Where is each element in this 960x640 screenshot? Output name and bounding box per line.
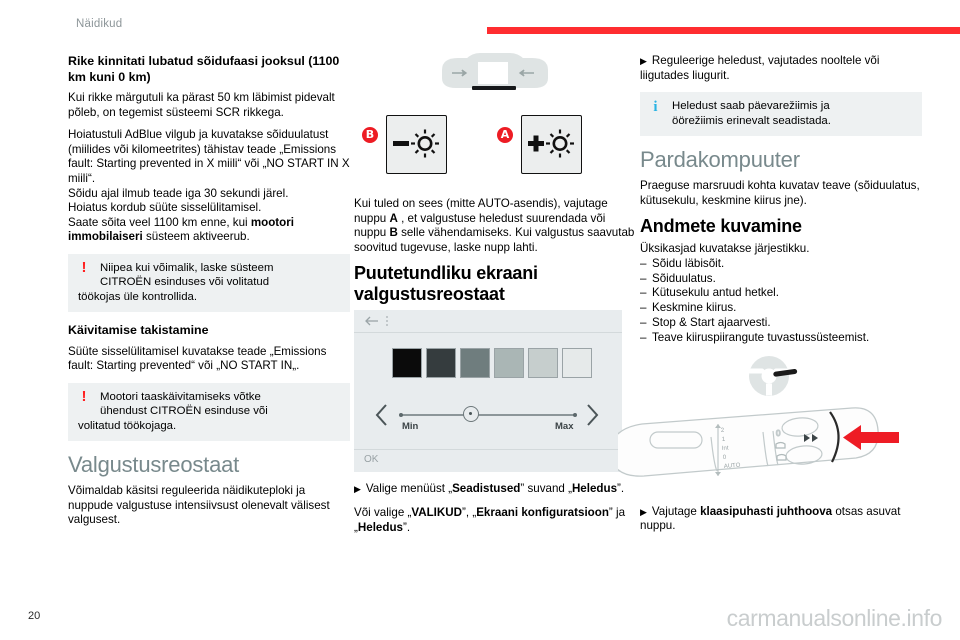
svg-text:0: 0 — [776, 428, 781, 438]
paragraph-fault-5-post: süsteem aktiveerub. — [142, 230, 250, 244]
paragraph-fault-4: Hoiatus kordub süüte sisselülitamisel. — [68, 201, 262, 215]
section-title-rheostat: Valgustusreostaat — [68, 452, 240, 478]
info-line-1: Heledust saab päevarežiimis ja — [672, 100, 830, 113]
usage-button-a: A — [389, 211, 398, 225]
watermark: carmanualsonline.info — [726, 605, 942, 631]
more-options-icon[interactable] — [385, 315, 389, 327]
list-item: – Teave kiiruspiirangute tuvastussüsteemist. — [640, 331, 922, 346]
press-post: otsas asuvat nuppu. — [640, 504, 901, 533]
press-stalk-name: klaasipuhasti juhthoova — [700, 504, 833, 518]
steering-wheel-icon — [749, 356, 797, 396]
callout-1-line-1: Niipea kui võimalik, laske süsteem — [100, 261, 274, 274]
column-middle — [354, 54, 636, 543]
paragraph-fault-2: Hoiatustuli AdBlue vilgub ja kuvatakse sõiduulatust (miilides või kilomeetrites) tähistav teade „Emissions fault: Starting prevented in X miili“ või „NO START IN X miili“. — [68, 128, 350, 185]
list-item: – Kütusekulu antud hetkel. — [640, 286, 922, 301]
alt-pre: Või valige „ — [354, 505, 412, 519]
paragraph-rheostat: Võimaldab käsitsi reguleerida näidikuteploki ja nuppude valgustuse intensiivsust olenevalt välisest valgusest. — [68, 484, 330, 527]
page-header — [0, 18, 960, 42]
paragraph-start-prevention: Süüte sisselülitamisel kuvatakse teade „Emissions fault: Starting prevented“ või „NO START IN„. — [68, 344, 327, 373]
instr-post: ”. — [617, 482, 625, 496]
alt-menu-screen-config: Ekraani konfiguratsioon — [476, 505, 609, 519]
slider-handle[interactable] — [463, 406, 479, 422]
chevron-right-icon[interactable] — [584, 403, 600, 427]
callout-badge-a: A — [497, 127, 513, 143]
slider-max-dot — [573, 413, 577, 417]
slider-min-dot — [399, 413, 403, 417]
minus-brightness-icon — [387, 116, 445, 172]
callout-1-line-3: töökojas üle kontrollida. — [78, 290, 198, 303]
paragraph-brightness-usage — [354, 197, 636, 255]
callout-warning-2 — [68, 383, 350, 441]
svg-text:0: 0 — [722, 454, 727, 461]
list-item: – Sõidu läbisõit. — [640, 257, 922, 272]
callout-2-line-1: Mootori taaskäivitamiseks võtke — [100, 390, 261, 403]
paragraph-data-display: Üksikasjad kuvatakse järjestikku. — [640, 242, 810, 256]
svg-text:2: 2 — [720, 427, 725, 434]
callout-2-line-3: volitatud töökojaga. — [78, 419, 177, 432]
column-left — [68, 54, 350, 536]
brightness-swatch[interactable] — [460, 348, 490, 378]
touchscreen-brightness-widget[interactable] — [354, 310, 622, 472]
ok-button[interactable]: OK — [364, 454, 379, 466]
touchscreen-top-bar — [354, 310, 622, 333]
instruction-select-brightness — [354, 482, 636, 497]
header-red-rule — [487, 27, 960, 34]
instrument-cluster-figure — [354, 52, 636, 101]
wiper-stalk-illustration — [618, 354, 920, 492]
alt-mid-2: ” ja „ — [354, 505, 626, 534]
instr-menu-brightness: Heledus — [571, 482, 618, 496]
list-item: – Keskmine kiirus. — [640, 301, 922, 316]
adjust-text: Reguleerige heledust, vajutades nooltele või liigutades liugurit. — [640, 54, 880, 82]
brightness-swatch[interactable] — [562, 348, 592, 378]
brightness-swatch-row — [392, 348, 592, 378]
trip-computer-data-list — [640, 257, 922, 346]
touchscreen-body — [354, 333, 622, 449]
alt-menu-brightness: Heledus — [357, 520, 403, 534]
instruction-adjust-brightness — [640, 54, 922, 83]
alt-post: ”. — [402, 520, 411, 534]
info-icon: i — [653, 99, 658, 116]
warning-icon: ! — [81, 387, 87, 405]
alt-menu-options: VALIKUD — [411, 505, 463, 519]
header-chapter-title: Näidikud — [76, 18, 123, 30]
usage-pre: Kui tuled on sees (mitte AUTO-asendis), vajutage nuppu — [354, 197, 608, 225]
instr-pre: Valige menüüst „ — [365, 482, 453, 496]
brightness-swatch[interactable] — [494, 348, 524, 378]
callout-warning-1 — [68, 254, 350, 312]
chevron-left-icon[interactable] — [374, 403, 390, 427]
slider-track[interactable] — [400, 414, 576, 416]
alt-mid: ”, „ — [462, 505, 477, 519]
slider-max-label: Max — [555, 421, 574, 433]
instr-mid: ” suvand „ — [520, 482, 572, 496]
list-item: – Sõiduulatus. — [640, 272, 922, 287]
triangle-bullet-icon: ▶ — [640, 506, 647, 517]
section-heading-fault: Rike kinnitati lubatud sõidufaasi jooksul (1100 km kuni 0 km) — [68, 54, 340, 84]
callout-2-line-2: ühendust CITROËN esinduse või — [100, 405, 268, 418]
page-number: 20 — [28, 610, 41, 622]
plus-brightness-icon — [522, 116, 580, 172]
brightness-swatch[interactable] — [528, 348, 558, 378]
slider-min-label: Min — [402, 421, 419, 433]
paragraph-alternative-path — [354, 506, 636, 535]
paragraph-fault-5-pre: Saate sõita veel 1100 km enne, kui — [68, 215, 251, 229]
paragraph-fault-3: Sõidu ajal ilmub teade iga 30 sekundi järel. — [68, 186, 289, 200]
usage-mid: , et valgustuse heledust suurendada või nuppu — [354, 211, 606, 240]
section-heading-start-prevention: Käivitamise takistamine — [68, 323, 209, 338]
section-title-trip-computer: Pardakompuuter — [640, 147, 800, 172]
back-arrow-icon[interactable] — [364, 315, 380, 327]
paragraph-trip-computer: Praeguse marsruudi kohta kuvatav teave (sõiduulatus, kütusekulu, keskmine kiirus jne). — [640, 179, 920, 207]
usage-button-b: B — [389, 226, 398, 240]
brightness-buttons-figure — [354, 109, 636, 187]
instr-menu-settings: Seadistused — [452, 482, 521, 496]
section-title-data-display: Andmete kuvamine — [640, 216, 802, 237]
brightness-slider-row — [370, 397, 606, 437]
press-pre: Vajutage — [651, 504, 701, 518]
callout-badge-b: B — [362, 127, 378, 143]
usage-post: selle vähendamiseks. Kui valgustus saavutab soovitud tugevuse, laske nupp lahti. — [354, 226, 635, 254]
section-title-touchscreen-rheostat: Puutetundliku ekraani valgustusreostaat — [354, 263, 538, 305]
brightness-swatch[interactable] — [392, 348, 422, 378]
svg-text:AUTO: AUTO — [723, 462, 741, 470]
list-item: – Stop & Start ajaarvesti. — [640, 316, 922, 331]
touchscreen-bottom-bar — [354, 449, 622, 472]
column-right — [640, 54, 922, 543]
instruction-press-stalk-button — [640, 505, 922, 534]
callout-info-1 — [640, 92, 922, 136]
paragraph-fault-1: Kui rikke märgutuli ka pärast 50 km läbimist pidevalt põleb, on tegemist süsteemi SCR rikkega. — [68, 91, 335, 119]
paragraph-fault-5 — [68, 216, 350, 245]
wiper-stalk-figure — [618, 354, 922, 497]
brightness-decrease-button[interactable] — [386, 115, 447, 174]
instrument-cluster-icon — [436, 52, 554, 96]
svg-text:1: 1 — [721, 436, 726, 443]
brightness-increase-button[interactable] — [521, 115, 582, 174]
info-line-2: öörežiimis erinevalt seadistada. — [672, 114, 831, 127]
triangle-bullet-icon: ▶ — [640, 56, 647, 66]
triangle-bullet-icon: ▶ — [354, 484, 361, 495]
callout-1-line-2: CITROËN esinduses või volitatud — [100, 276, 270, 289]
brightness-swatch[interactable] — [426, 348, 456, 378]
paragraph-fault-5-bold: mootori immobilaiseri — [68, 215, 294, 244]
svg-text:Int: Int — [721, 444, 729, 452]
warning-icon: ! — [81, 258, 87, 276]
